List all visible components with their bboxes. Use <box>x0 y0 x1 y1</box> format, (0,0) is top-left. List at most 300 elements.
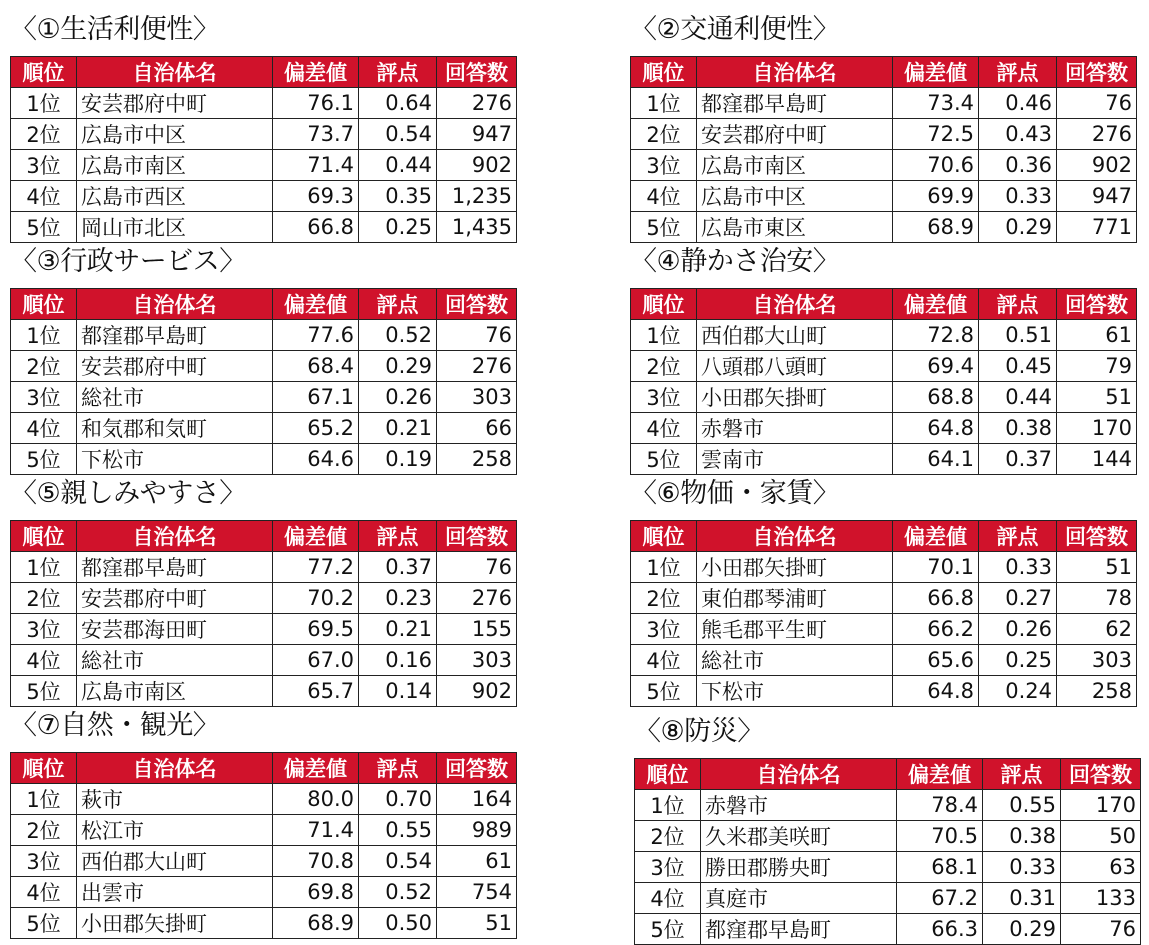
deviation-cell: 69.9 <box>893 181 979 212</box>
score-cell: 0.38 <box>979 413 1057 444</box>
rank-cell: 4位 <box>11 877 77 908</box>
section-title: 〈⑧防災〉 <box>634 716 764 747</box>
rank-cell: 4位 <box>631 413 697 444</box>
municipality-cell: 広島市南区 <box>77 150 273 181</box>
municipality-cell: 熊毛郡平生町 <box>697 614 893 645</box>
deviation-cell: 65.6 <box>893 645 979 676</box>
header-deviation: 偏差値 <box>273 753 359 784</box>
table-row <box>11 908 517 939</box>
table-row <box>631 614 1137 645</box>
rank-cell: 1位 <box>631 88 697 119</box>
table-header-row <box>11 521 517 552</box>
section-title: 〈⑥物価・家賃〉 <box>630 478 840 509</box>
score-cell: 0.21 <box>359 413 437 444</box>
header-deviation: 偏差値 <box>273 57 359 88</box>
table-row <box>631 382 1137 413</box>
rank-cell: 5位 <box>635 914 701 945</box>
table-row <box>635 914 1141 945</box>
response-count-cell: 989 <box>437 815 517 846</box>
score-cell: 0.45 <box>979 351 1057 382</box>
header-deviation: 偏差値 <box>893 521 979 552</box>
deviation-cell: 66.2 <box>893 614 979 645</box>
table-row <box>635 883 1141 914</box>
table-row <box>11 645 517 676</box>
score-cell: 0.16 <box>359 645 437 676</box>
municipality-cell: 広島市中区 <box>697 181 893 212</box>
rank-cell: 3位 <box>631 150 697 181</box>
rank-cell: 1位 <box>11 784 77 815</box>
header-rank: 順位 <box>631 521 697 552</box>
response-count-cell: 51 <box>437 908 517 939</box>
municipality-cell: 赤磐市 <box>701 790 897 821</box>
municipality-cell: 雲南市 <box>697 444 893 475</box>
municipality-cell: 広島市南区 <box>697 150 893 181</box>
response-count-cell: 303 <box>437 382 517 413</box>
ranking-section <box>10 706 518 939</box>
response-count-cell: 947 <box>437 119 517 150</box>
rank-cell: 5位 <box>631 676 697 707</box>
response-count-cell: 51 <box>1057 552 1137 583</box>
municipality-cell: 岡山市北区 <box>77 212 273 243</box>
table-row <box>11 676 517 707</box>
municipality-cell: 下松市 <box>697 676 893 707</box>
table-row <box>631 645 1137 676</box>
municipality-cell: 小田郡矢掛町 <box>697 382 893 413</box>
table-row <box>631 150 1137 181</box>
deviation-cell: 64.8 <box>893 413 979 444</box>
section-title: 〈⑦自然・観光〉 <box>10 710 220 741</box>
score-cell: 0.25 <box>359 212 437 243</box>
response-count-cell: 144 <box>1057 444 1137 475</box>
deviation-cell: 73.4 <box>893 88 979 119</box>
deviation-cell: 72.8 <box>893 320 979 351</box>
rank-cell: 2位 <box>11 351 77 382</box>
rank-cell: 2位 <box>11 119 77 150</box>
score-cell: 0.33 <box>983 852 1061 883</box>
municipality-cell: 西伯郡大山町 <box>77 846 273 877</box>
municipality-cell: 広島市東区 <box>697 212 893 243</box>
score-cell: 0.43 <box>979 119 1057 150</box>
ranking-section <box>630 10 1138 243</box>
deviation-cell: 70.5 <box>897 821 983 852</box>
rank-cell: 3位 <box>635 852 701 883</box>
deviation-cell: 70.6 <box>893 150 979 181</box>
ranking-section <box>634 712 1142 945</box>
deviation-cell: 64.8 <box>893 676 979 707</box>
response-count-cell: 276 <box>1057 119 1137 150</box>
rank-cell: 4位 <box>11 181 77 212</box>
deviation-cell: 69.5 <box>273 614 359 645</box>
rank-cell: 4位 <box>631 645 697 676</box>
rank-cell: 5位 <box>631 212 697 243</box>
response-count-cell: 754 <box>437 877 517 908</box>
score-cell: 0.36 <box>979 150 1057 181</box>
rank-cell: 4位 <box>11 645 77 676</box>
deviation-cell: 67.0 <box>273 645 359 676</box>
header-municipality: 自治体名 <box>77 57 273 88</box>
section-title: 〈③行政サービス〉 <box>10 246 246 277</box>
rank-cell: 3位 <box>631 614 697 645</box>
table-header-row <box>631 289 1137 320</box>
header-rank: 順位 <box>11 289 77 320</box>
municipality-cell: 松江市 <box>77 815 273 846</box>
header-responses: 回答数 <box>1061 759 1141 790</box>
header-municipality: 自治体名 <box>697 521 893 552</box>
header-score: 評点 <box>983 759 1061 790</box>
header-responses: 回答数 <box>437 57 517 88</box>
table-header-row <box>631 521 1137 552</box>
table-row <box>631 119 1137 150</box>
score-cell: 0.33 <box>979 181 1057 212</box>
header-deviation: 偏差値 <box>893 289 979 320</box>
rank-cell: 1位 <box>635 790 701 821</box>
score-cell: 0.37 <box>979 444 1057 475</box>
rank-cell: 5位 <box>11 212 77 243</box>
response-count-cell: 902 <box>437 676 517 707</box>
deviation-cell: 70.2 <box>273 583 359 614</box>
response-count-cell: 771 <box>1057 212 1137 243</box>
table-row <box>631 351 1137 382</box>
header-municipality: 自治体名 <box>77 521 273 552</box>
score-cell: 0.52 <box>359 320 437 351</box>
deviation-cell: 70.8 <box>273 846 359 877</box>
response-count-cell: 51 <box>1057 382 1137 413</box>
municipality-cell: 小田郡矢掛町 <box>77 908 273 939</box>
table-row <box>11 552 517 583</box>
municipality-cell: 久米郡美咲町 <box>701 821 897 852</box>
rank-cell: 4位 <box>11 413 77 444</box>
rank-cell: 3位 <box>11 382 77 413</box>
header-responses: 回答数 <box>1057 521 1137 552</box>
header-rank: 順位 <box>631 289 697 320</box>
municipality-cell: 都窪郡早島町 <box>77 552 273 583</box>
municipality-cell: 勝田郡勝央町 <box>701 852 897 883</box>
deviation-cell: 71.4 <box>273 150 359 181</box>
rank-cell: 2位 <box>11 815 77 846</box>
table-row <box>635 821 1141 852</box>
ranking-table <box>634 758 1141 945</box>
response-count-cell: 62 <box>1057 614 1137 645</box>
response-count-cell: 155 <box>437 614 517 645</box>
response-count-cell: 303 <box>437 645 517 676</box>
deviation-cell: 64.6 <box>273 444 359 475</box>
deviation-cell: 77.6 <box>273 320 359 351</box>
table-row <box>11 877 517 908</box>
response-count-cell: 76 <box>437 552 517 583</box>
score-cell: 0.54 <box>359 846 437 877</box>
header-municipality: 自治体名 <box>701 759 897 790</box>
response-count-cell: 50 <box>1061 821 1141 852</box>
table-row <box>635 852 1141 883</box>
table-row <box>11 583 517 614</box>
table-row <box>11 212 517 243</box>
response-count-cell: 61 <box>1057 320 1137 351</box>
response-count-cell: 947 <box>1057 181 1137 212</box>
table-row <box>11 119 517 150</box>
table-row <box>631 413 1137 444</box>
table-row <box>631 212 1137 243</box>
rank-cell: 2位 <box>631 351 697 382</box>
header-deviation: 偏差値 <box>273 289 359 320</box>
table-row <box>11 351 517 382</box>
response-count-cell: 79 <box>1057 351 1137 382</box>
score-cell: 0.44 <box>359 150 437 181</box>
deviation-cell: 68.8 <box>893 382 979 413</box>
ranking-table <box>630 520 1137 707</box>
table-row <box>11 181 517 212</box>
table-row <box>631 88 1137 119</box>
table-row <box>631 444 1137 475</box>
response-count-cell: 170 <box>1061 790 1141 821</box>
rank-cell: 5位 <box>11 444 77 475</box>
rank-cell: 2位 <box>635 821 701 852</box>
ranking-section <box>630 242 1138 475</box>
score-cell: 0.29 <box>979 212 1057 243</box>
header-deviation: 偏差値 <box>897 759 983 790</box>
table-row <box>11 150 517 181</box>
response-count-cell: 303 <box>1057 645 1137 676</box>
header-rank: 順位 <box>11 753 77 784</box>
table-row <box>631 181 1137 212</box>
municipality-cell: 萩市 <box>77 784 273 815</box>
header-rank: 順位 <box>11 521 77 552</box>
score-cell: 0.26 <box>979 614 1057 645</box>
deviation-cell: 67.1 <box>273 382 359 413</box>
header-deviation: 偏差値 <box>893 57 979 88</box>
header-rank: 順位 <box>635 759 701 790</box>
header-municipality: 自治体名 <box>697 289 893 320</box>
table-row <box>11 382 517 413</box>
score-cell: 0.35 <box>359 181 437 212</box>
table-row <box>11 88 517 119</box>
table-row <box>11 413 517 444</box>
table-row <box>11 444 517 475</box>
score-cell: 0.29 <box>983 914 1061 945</box>
header-score: 評点 <box>359 289 437 320</box>
header-score: 評点 <box>359 521 437 552</box>
table-row <box>631 676 1137 707</box>
municipality-cell: 赤磐市 <box>697 413 893 444</box>
ranking-section <box>10 474 518 707</box>
municipality-cell: 都窪郡早島町 <box>77 320 273 351</box>
response-count-cell: 902 <box>437 150 517 181</box>
municipality-cell: 安芸郡府中町 <box>697 119 893 150</box>
deviation-cell: 73.7 <box>273 119 359 150</box>
deviation-cell: 70.1 <box>893 552 979 583</box>
ranking-table <box>630 288 1137 475</box>
deviation-cell: 66.8 <box>893 583 979 614</box>
deviation-cell: 68.9 <box>893 212 979 243</box>
rank-cell: 1位 <box>631 552 697 583</box>
deviation-cell: 77.2 <box>273 552 359 583</box>
table-header-row <box>11 57 517 88</box>
response-count-cell: 170 <box>1057 413 1137 444</box>
rank-cell: 2位 <box>11 583 77 614</box>
municipality-cell: 総社市 <box>77 645 273 676</box>
header-municipality: 自治体名 <box>77 289 273 320</box>
score-cell: 0.38 <box>983 821 1061 852</box>
header-deviation: 偏差値 <box>273 521 359 552</box>
score-cell: 0.46 <box>979 88 1057 119</box>
score-cell: 0.55 <box>359 815 437 846</box>
ranking-section <box>10 10 518 243</box>
deviation-cell: 80.0 <box>273 784 359 815</box>
score-cell: 0.54 <box>359 119 437 150</box>
score-cell: 0.64 <box>359 88 437 119</box>
table-row <box>631 583 1137 614</box>
table-row <box>11 815 517 846</box>
response-count-cell: 66 <box>437 413 517 444</box>
header-rank: 順位 <box>631 57 697 88</box>
header-responses: 回答数 <box>437 289 517 320</box>
municipality-cell: 安芸郡海田町 <box>77 614 273 645</box>
municipality-cell: 八頭郡八頭町 <box>697 351 893 382</box>
ranking-section <box>630 474 1138 707</box>
table-header-row <box>631 57 1137 88</box>
table-header-row <box>635 759 1141 790</box>
rank-cell: 1位 <box>11 320 77 351</box>
response-count-cell: 133 <box>1061 883 1141 914</box>
deviation-cell: 68.1 <box>897 852 983 883</box>
deviation-cell: 72.5 <box>893 119 979 150</box>
score-cell: 0.26 <box>359 382 437 413</box>
rank-cell: 2位 <box>631 583 697 614</box>
ranking-table <box>630 56 1137 243</box>
rank-cell: 4位 <box>631 181 697 212</box>
table-row <box>11 784 517 815</box>
municipality-cell: 安芸郡府中町 <box>77 351 273 382</box>
municipality-cell: 都窪郡早島町 <box>697 88 893 119</box>
deviation-cell: 69.3 <box>273 181 359 212</box>
response-count-cell: 63 <box>1061 852 1141 883</box>
deviation-cell: 71.4 <box>273 815 359 846</box>
score-cell: 0.23 <box>359 583 437 614</box>
ranking-table <box>10 56 517 243</box>
deviation-cell: 78.4 <box>897 790 983 821</box>
response-count-cell: 902 <box>1057 150 1137 181</box>
score-cell: 0.37 <box>359 552 437 583</box>
response-count-cell: 164 <box>437 784 517 815</box>
deviation-cell: 68.9 <box>273 908 359 939</box>
score-cell: 0.70 <box>359 784 437 815</box>
rank-cell: 3位 <box>631 382 697 413</box>
header-score: 評点 <box>979 57 1057 88</box>
header-responses: 回答数 <box>437 521 517 552</box>
score-cell: 0.24 <box>979 676 1057 707</box>
municipality-cell: 小田郡矢掛町 <box>697 552 893 583</box>
deviation-cell: 67.2 <box>897 883 983 914</box>
score-cell: 0.31 <box>983 883 1061 914</box>
municipality-cell: 下松市 <box>77 444 273 475</box>
response-count-cell: 76 <box>1061 914 1141 945</box>
rank-cell: 3位 <box>11 150 77 181</box>
response-count-cell: 276 <box>437 583 517 614</box>
deviation-cell: 69.8 <box>273 877 359 908</box>
response-count-cell: 78 <box>1057 583 1137 614</box>
municipality-cell: 安芸郡府中町 <box>77 88 273 119</box>
header-responses: 回答数 <box>437 753 517 784</box>
score-cell: 0.21 <box>359 614 437 645</box>
table-row <box>631 320 1137 351</box>
table-row <box>635 790 1141 821</box>
score-cell: 0.33 <box>979 552 1057 583</box>
table-row <box>631 552 1137 583</box>
header-municipality: 自治体名 <box>697 57 893 88</box>
header-rank: 順位 <box>11 57 77 88</box>
rank-cell: 4位 <box>635 883 701 914</box>
deviation-cell: 66.8 <box>273 212 359 243</box>
response-count-cell: 76 <box>437 320 517 351</box>
municipality-cell: 真庭市 <box>701 883 897 914</box>
municipality-cell: 広島市南区 <box>77 676 273 707</box>
table-row <box>11 614 517 645</box>
table-header-row <box>11 289 517 320</box>
rank-cell: 1位 <box>11 88 77 119</box>
rank-cell: 5位 <box>11 676 77 707</box>
response-count-cell: 1,435 <box>437 212 517 243</box>
municipality-cell: 都窪郡早島町 <box>701 914 897 945</box>
section-title: 〈②交通利便性〉 <box>630 14 840 45</box>
rank-cell: 3位 <box>11 614 77 645</box>
score-cell: 0.25 <box>979 645 1057 676</box>
ranking-table <box>10 288 517 475</box>
table-row <box>11 320 517 351</box>
table-row <box>11 846 517 877</box>
section-title: 〈④静かさ治安〉 <box>630 246 840 277</box>
score-cell: 0.44 <box>979 382 1057 413</box>
score-cell: 0.27 <box>979 583 1057 614</box>
response-count-cell: 61 <box>437 846 517 877</box>
rank-cell: 1位 <box>11 552 77 583</box>
score-cell: 0.52 <box>359 877 437 908</box>
ranking-table <box>10 752 517 939</box>
deviation-cell: 66.3 <box>897 914 983 945</box>
deviation-cell: 64.1 <box>893 444 979 475</box>
score-cell: 0.55 <box>983 790 1061 821</box>
response-count-cell: 1,235 <box>437 181 517 212</box>
municipality-cell: 和気郡和気町 <box>77 413 273 444</box>
section-title: 〈⑤親しみやすさ〉 <box>10 478 246 509</box>
rank-cell: 5位 <box>11 908 77 939</box>
header-responses: 回答数 <box>1057 289 1137 320</box>
municipality-cell: 広島市中区 <box>77 119 273 150</box>
municipality-cell: 広島市西区 <box>77 181 273 212</box>
deviation-cell: 65.2 <box>273 413 359 444</box>
header-score: 評点 <box>359 753 437 784</box>
rank-cell: 1位 <box>631 320 697 351</box>
municipality-cell: 総社市 <box>77 382 273 413</box>
ranking-table <box>10 520 517 707</box>
deviation-cell: 76.1 <box>273 88 359 119</box>
deviation-cell: 65.7 <box>273 676 359 707</box>
score-cell: 0.29 <box>359 351 437 382</box>
deviation-cell: 69.4 <box>893 351 979 382</box>
header-score: 評点 <box>359 57 437 88</box>
response-count-cell: 76 <box>1057 88 1137 119</box>
response-count-cell: 258 <box>437 444 517 475</box>
score-cell: 0.50 <box>359 908 437 939</box>
score-cell: 0.14 <box>359 676 437 707</box>
municipality-cell: 西伯郡大山町 <box>697 320 893 351</box>
rank-cell: 2位 <box>631 119 697 150</box>
municipality-cell: 出雲市 <box>77 877 273 908</box>
response-count-cell: 258 <box>1057 676 1137 707</box>
response-count-cell: 276 <box>437 351 517 382</box>
rank-cell: 5位 <box>631 444 697 475</box>
header-responses: 回答数 <box>1057 57 1137 88</box>
municipality-cell: 総社市 <box>697 645 893 676</box>
ranking-section <box>10 242 518 475</box>
